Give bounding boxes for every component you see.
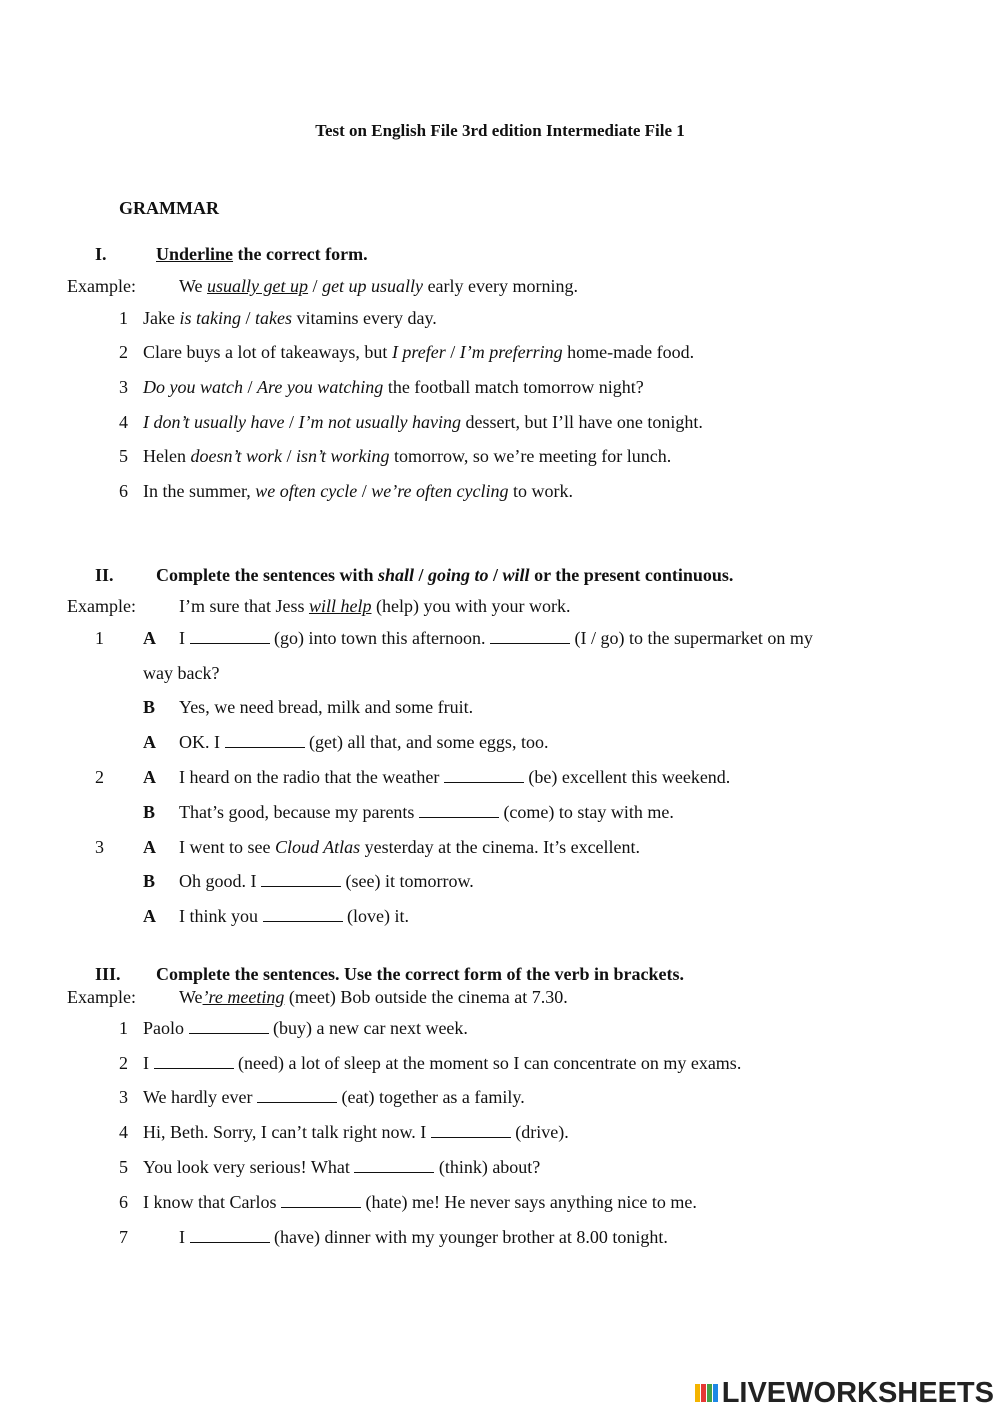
speaker-label: B <box>143 697 156 717</box>
option-b[interactable]: I’m not usually having <box>298 412 461 432</box>
dialogue-line: Yes, we need bread, milk and some fruit. <box>179 697 474 717</box>
sentence-item: I (have) dinner with my younger brother at 8.00 tonight. <box>179 1227 668 1247</box>
item-number: 1 <box>119 308 128 328</box>
speaker-label: A <box>143 837 156 857</box>
liveworksheets-logo-icon <box>695 1380 719 1406</box>
option-b[interactable]: we’re often cycling <box>371 481 509 501</box>
option-a[interactable]: Do you watch <box>143 377 243 397</box>
option-b[interactable]: isn’t working <box>296 446 390 466</box>
answer-blank[interactable] <box>189 1019 269 1034</box>
sentence-item: You look very serious! What (think) about? <box>143 1157 541 1177</box>
item-number: 6 <box>119 1192 128 1212</box>
option-b[interactable]: I’m preferring <box>459 342 563 362</box>
answer-blank[interactable] <box>431 1123 511 1138</box>
section-2-instruction: Complete the sentences with shall / going to / will or the present continuous. <box>156 565 734 585</box>
option-a[interactable]: we often cycle <box>255 481 358 501</box>
option-b[interactable]: Are you watching <box>257 377 384 397</box>
speaker-label: A <box>143 767 156 787</box>
answer-blank[interactable] <box>419 803 499 818</box>
sentence-item: Helen doesn’t work / isn’t working tomorrow, so we’re meeting for lunch. <box>143 446 672 466</box>
speaker-label: A <box>143 628 156 648</box>
option-b[interactable]: takes <box>255 308 292 328</box>
sentence-item: Clare buys a lot of takeaways, but I prefer / I’m preferring home-made food. <box>143 342 695 362</box>
answer-blank[interactable] <box>190 1228 270 1243</box>
item-number: 3 <box>119 377 128 397</box>
item-number: 4 <box>119 412 128 432</box>
option-a[interactable]: is taking <box>179 308 241 328</box>
section-2-example: I’m sure that Jess will help (help) you with your work. <box>179 596 571 616</box>
answer-blank[interactable] <box>261 872 341 887</box>
item-number: 7 <box>119 1227 128 1247</box>
sentence-item: Jake is taking / takes vitamins every day. <box>143 308 437 328</box>
document-title: Test on English File 3rd edition Intermediate File 1 <box>315 121 685 140</box>
sentence-item: Hi, Beth. Sorry, I can’t talk right now. I (drive). <box>143 1122 569 1142</box>
answer-blank[interactable] <box>257 1088 337 1103</box>
item-number: 1 <box>119 1018 128 1038</box>
speaker-label: B <box>143 802 156 822</box>
sentence-item: In the summer, we often cycle / we’re often cycling to work. <box>143 481 574 501</box>
item-number: 2 <box>119 342 128 362</box>
dialogue-line: Oh good. I (see) it tomorrow. <box>179 871 474 891</box>
dialogue-number: 2 <box>95 767 104 787</box>
liveworksheets-logo-text: LIVEWORKSHEETS <box>721 1376 994 1409</box>
item-number: 5 <box>119 1157 128 1177</box>
item-number: 2 <box>119 1053 128 1073</box>
sentence-item: I (need) a lot of sleep at the moment so I can concentrate on my exams. <box>143 1053 742 1073</box>
answer-blank[interactable] <box>154 1054 234 1069</box>
sentence-item: I know that Carlos (hate) me! He never says anything nice to me. <box>143 1192 697 1212</box>
option-a[interactable]: doesn’t work <box>190 446 282 466</box>
dialogue-line: I (go) into town this afternoon. (I / go) to the supermarket on my <box>179 628 813 648</box>
answer-blank[interactable] <box>354 1158 434 1173</box>
item-number: 5 <box>119 446 128 466</box>
section-3-example-label: Example: <box>67 987 136 1007</box>
section-2-number: II. <box>95 565 114 585</box>
sentence-item: Paolo (buy) a new car next week. <box>143 1018 468 1038</box>
answer-blank[interactable] <box>444 768 524 783</box>
speaker-label: A <box>143 732 156 752</box>
section-3-example: We’re meeting (meet) Bob outside the cinema at 7.30. <box>179 987 568 1007</box>
item-number: 4 <box>119 1122 128 1142</box>
answer-blank[interactable] <box>190 629 270 644</box>
dialogue-number: 3 <box>95 837 104 857</box>
section-3-number: III. <box>95 964 121 984</box>
item-number: 6 <box>119 481 128 501</box>
speaker-label: A <box>143 906 156 926</box>
option-a[interactable]: I prefer <box>391 342 446 362</box>
dialogue-line: OK. I (get) all that, and some eggs, too. <box>179 732 549 752</box>
answer-blank[interactable] <box>225 733 305 748</box>
sentence-item: We hardly ever (eat) together as a family. <box>143 1087 525 1107</box>
answer-blank[interactable] <box>281 1193 361 1208</box>
section-1-example: We usually get up / get up usually early every morning. <box>179 276 579 296</box>
option-a[interactable]: I don’t usually have <box>143 412 285 432</box>
dialogue-line-continued: way back? <box>143 663 220 683</box>
liveworksheets-logo <box>695 1378 994 1408</box>
section-1-example-label: Example: <box>67 276 136 296</box>
speaker-label: B <box>143 871 156 891</box>
dialogue-line: I went to see Cloud Atlas yesterday at the cinema. It’s excellent. <box>179 837 641 857</box>
section-2-example-label: Example: <box>67 596 136 616</box>
section-heading-grammar: GRAMMAR <box>119 198 219 218</box>
answer-blank[interactable] <box>263 907 343 922</box>
section-1-number: I. <box>95 244 107 264</box>
dialogue-number: 1 <box>95 628 104 648</box>
item-number: 3 <box>119 1087 128 1107</box>
dialogue-line: I think you (love) it. <box>179 906 409 926</box>
sentence-item: Do you watch / Are you watching the football match tomorrow night? <box>143 377 644 397</box>
sentence-item: I don’t usually have / I’m not usually having dessert, but I’ll have one tonight. <box>143 412 703 432</box>
dialogue-line: That’s good, because my parents (come) to stay with me. <box>179 802 674 822</box>
dialogue-line: I heard on the radio that the weather (be) excellent this weekend. <box>179 767 731 787</box>
section-1-instruction: Underline the correct form. <box>156 244 368 264</box>
answer-blank[interactable] <box>490 629 570 644</box>
section-3-instruction: Complete the sentences. Use the correct form of the verb in brackets. <box>156 964 685 984</box>
